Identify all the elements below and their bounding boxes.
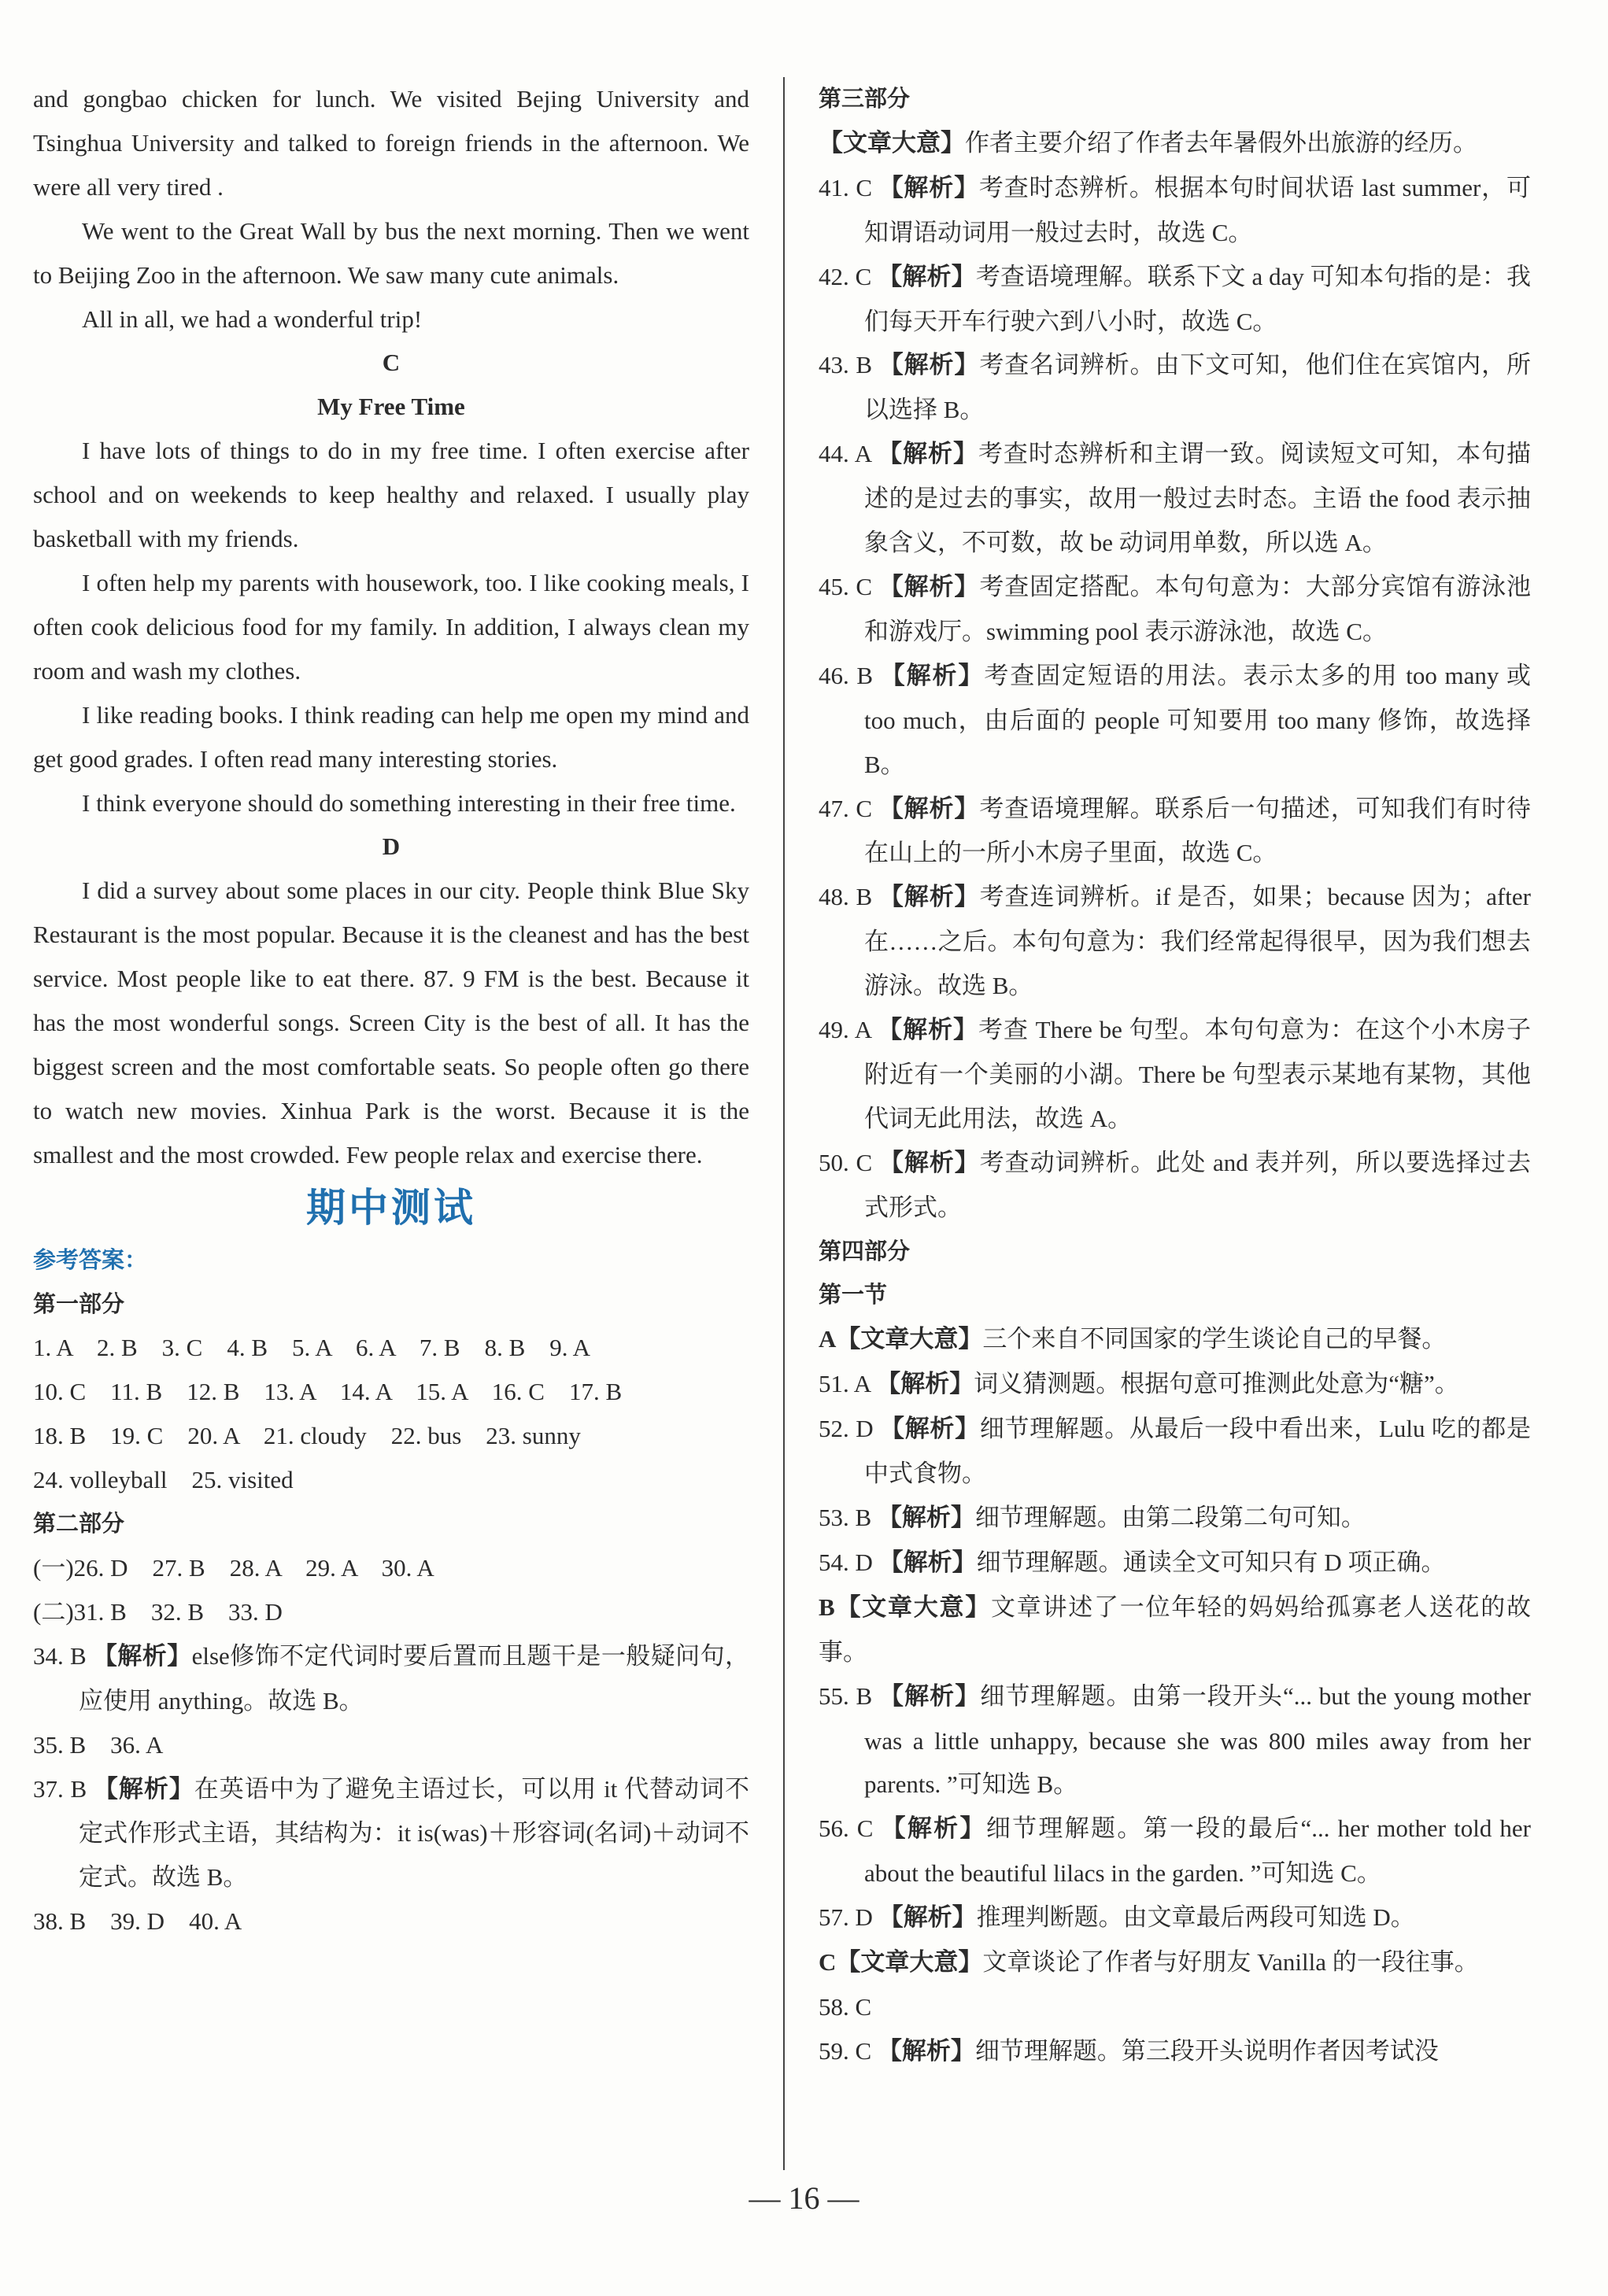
answer-item <box>819 1541 1531 1585</box>
paragraph: I like reading books. I think reading can help me open my mind and get good grades. I often read many interesting stories. <box>33 700 749 773</box>
analysis-text: 词义猜测题。根据句意可推测此处意为“糖”。 <box>974 1370 1459 1398</box>
summary-tag: 【文章大意】 <box>836 1325 983 1354</box>
passage-letter: C <box>382 349 401 377</box>
analysis-tag: 【解析】 <box>878 351 980 380</box>
answer-number: 56. C <box>819 1814 874 1843</box>
analysis-tag: 【解析】 <box>877 1504 975 1532</box>
analysis-tag: 【解析】 <box>879 1681 981 1711</box>
section-heading: 第一部分 <box>33 1290 125 1317</box>
answer-item <box>819 875 1531 1008</box>
summary-tag: 【文章大意】 <box>836 1948 983 1977</box>
passage-letter: A <box>819 1325 837 1353</box>
section-heading: 第三部分 <box>819 85 911 112</box>
analysis-tag: 【解析】 <box>876 1370 974 1399</box>
paragraph: I think everyone should do something interesting in their free time. <box>82 788 736 817</box>
analysis-text: 细节理解题。从最后一段中看出来，Lulu 吃的都是中式食物。 <box>864 1415 1532 1488</box>
answer-item <box>819 1141 1531 1230</box>
analysis-text: 考查时态辨析。根据本句时间状语 last summer，可知谓语动词用一般过去时，故选 C。 <box>864 173 1532 246</box>
summary-text: 三个来自不同国家的学生谈论自己的早餐。 <box>982 1325 1447 1353</box>
left-column <box>33 77 749 2162</box>
answer-item <box>819 1895 1531 1940</box>
analysis-text: 考查名词辨析。由下文可知，他们住在宾馆内，所以选择 B。 <box>864 351 1532 424</box>
section-heading: 第二部分 <box>33 1510 125 1537</box>
answer-item <box>33 1634 749 1723</box>
answer-row: 1. A 2. B 3. C 4. B 5. A 6. A 7. B 8. B 9. A <box>33 1334 590 1362</box>
analysis-text: 细节理解题。第一段的最后“... her mother told her about the beautiful lilacs in the garden. ”可知选 C。 <box>864 1814 1531 1888</box>
answer-item <box>819 343 1531 432</box>
answer-item <box>33 1767 749 1900</box>
answer-number: 57. D <box>819 1903 873 1932</box>
analysis-text: 考查时态辨析和主谓一致。阅读短文可知，本句描述的是过去的事实，故用一般过去时态。主语 the food 表示抽象含义，不可数，故 be 动词用单数，所以选 A。 <box>864 440 1532 557</box>
analysis-text: 考查固定短语的用法。表示太多的用 too many 或 too much，由后面的 people 可知要用 too many 修饰，故选择 B。 <box>864 661 1532 778</box>
answer-number: 52. D <box>819 1415 874 1443</box>
analysis-text: 细节理解题。第三段开头说明作者因考试没 <box>974 2036 1439 2065</box>
summary-text: 作者主要介绍了作者去年暑假外出旅游的经历。 <box>965 128 1477 157</box>
answer-item <box>819 1008 1531 1141</box>
analysis-tag: 【解析】 <box>880 1415 980 1444</box>
answer-item <box>819 1674 1531 1807</box>
answer-row: 18. B 19. C 20. A 21. cloudy 22. bus 23. sunny <box>33 1422 581 1450</box>
section-heading: 第四部分 <box>819 1237 911 1264</box>
analysis-tag: 【解析】 <box>880 661 985 690</box>
analysis-tag: 【解析】 <box>878 173 979 202</box>
analysis-tag: 【解析】 <box>878 883 980 912</box>
analysis-tag: 【解析】 <box>878 1016 978 1045</box>
answer-number: 44. A <box>819 440 871 468</box>
analysis-tag: 【解析】 <box>878 262 976 291</box>
paragraph: All in all, we had a wonderful trip! <box>82 305 423 333</box>
right-column <box>819 77 1531 2162</box>
answer-row: 24. volleyball 25. visited <box>33 1466 294 1494</box>
answer-number: 42. C <box>819 262 872 290</box>
paragraph: I have lots of things to do in my free time. I often exercise after school and on weekends to keep healthy and relaxed. I usually play basketball with my friends. <box>33 437 749 553</box>
analysis-text: 在英语中为了避免主语过长，可以用 it 代替动词不定式作形式主语，其结构为：it is(was)＋形容词(名词)＋动词不定式。故选 B。 <box>79 1774 749 1892</box>
summary-text: 文章讲述了一位年轻的妈妈给孤寡老人送花的故事。 <box>819 1593 1531 1666</box>
reference-answers-label: 参考答案： <box>33 1246 148 1273</box>
passage-letter: D <box>382 832 401 861</box>
analysis-tag: 【解析】 <box>878 572 980 601</box>
analysis-tag: 【解析】 <box>878 440 978 469</box>
answer-number: 45. C <box>819 572 873 600</box>
paragraph: I often help my parents with housework, too. I like cooking meals, I often cook delicious food for my family. In addition, I always clean my room and wash my clothes. <box>33 568 749 685</box>
analysis-text: 考查固定搭配。本句句意为：大部分宾馆有游泳池和游戏厅。swimming pool 表示游泳池，故选 C。 <box>864 572 1532 645</box>
answer-item <box>819 432 1531 565</box>
answer-item <box>819 1407 1531 1496</box>
passage-letter: C <box>819 1948 837 1977</box>
answer-list <box>819 1362 1531 1585</box>
answer-number: 54. D <box>819 1548 873 1576</box>
answer-number: 55. B <box>819 1681 873 1710</box>
answer-item <box>819 1362 1531 1407</box>
answer-number: 37. B <box>33 1774 87 1803</box>
analysis-tag: 【解析】 <box>878 1903 977 1932</box>
exam-title: 期中测试 <box>306 1184 476 1231</box>
answer-row: 58. C <box>819 1992 872 2021</box>
answer-row: 35. B 36. A <box>33 1730 164 1759</box>
analysis-tag: 【解析】 <box>878 1548 977 1577</box>
analysis-text: 考查连词辨析。if 是否，如果；because 因为；after 在……之后。本句句意为：我们经常起得很早，因为我们想去游泳。故选 B。 <box>864 883 1532 1000</box>
answer-row: 38. B 39. D 40. A <box>33 1907 242 1936</box>
answer-number: 59. C <box>819 2036 872 2065</box>
analysis-text: else修饰不定代词时要后置而且题干是一般疑问句，应使用 anything。故选 B。 <box>79 1641 750 1715</box>
analysis-tag: 【解析】 <box>881 1814 986 1844</box>
analysis-text: 考查语境理解。联系后一句描述，可知我们有时待在山上的一所小木房子里面，故选 C。 <box>864 794 1532 867</box>
answer-number: 48. B <box>819 883 873 911</box>
answer-item <box>819 565 1531 654</box>
answer-item <box>819 2029 1531 2074</box>
analysis-tag: 【解析】 <box>877 2036 975 2065</box>
answer-number: 46. B <box>819 661 874 689</box>
subsection-heading: 第一节 <box>819 1281 888 1309</box>
answer-number: 34. B <box>33 1641 87 1670</box>
analysis-text: 细节理解题。由第一段开头“... but the young mother was a little unhappy, because she was 800 miles away from her parents. ”可知选 B。 <box>864 1681 1531 1799</box>
answer-item <box>819 787 1531 876</box>
summary <box>819 1940 1531 1985</box>
summary <box>819 1317 1531 1362</box>
answer-row: 10. C 11. B 12. B 13. A 14. A 15. A 16. C 17. B <box>33 1378 623 1406</box>
answer-number: 47. C <box>819 794 873 822</box>
passage-title: My Free Time <box>317 393 465 421</box>
answer-list <box>819 166 1531 1230</box>
summary <box>819 121 1531 166</box>
analysis-text: 推理判断题。由文章最后两段可知选 D。 <box>976 1903 1415 1932</box>
passage-letter: B <box>819 1593 835 1621</box>
analysis-text: 细节理解题。由第二段第二句可知。 <box>974 1504 1366 1531</box>
summary-text: 文章谈论了作者与好朋友 Vanilla 的一段往事。 <box>982 1948 1479 1977</box>
analysis-tag: 【解析】 <box>92 1641 192 1670</box>
analysis-text: 考查语境理解。联系下文 a day 可知本句指的是：我们每天开车行驶六到八小时，故选 C。 <box>864 262 1532 335</box>
answer-number: 51. A <box>819 1370 871 1398</box>
summary-tag: 【文章大意】 <box>819 128 965 157</box>
paragraph: I did a survey about some places in our city. People think Blue Sky Restaurant is the most popular. Because it is the cleanest and has the best service. Most people like to eat there. 87. 9 FM is the best. Because it has the most wonderful songs. Screen City is the best of all. It has the biggest screen and the most comfortable seats. So people often go there to watch new movies. Xinhua Park is the worst. Because it is the smallest and the most crowded. Few people relax and exercise there. <box>33 877 749 1168</box>
analysis-text: 考查 There be 句型。本句句意为：在这个小木房子附近有一个美丽的小湖。There be 句型表示某地有某物，其他代词无此用法，故选 A。 <box>864 1016 1532 1132</box>
answer-number: 43. B <box>819 351 873 379</box>
answer-item <box>819 1496 1531 1541</box>
answer-row: (一)26. D 27. B 28. A 29. A 30. A <box>33 1554 434 1582</box>
answer-number: 41. C <box>819 173 873 201</box>
analysis-text: 细节理解题。通读全文可知只有 D 项正确。 <box>976 1548 1446 1576</box>
paragraph: We went to the Great Wall by bus the next morning. Then we went to Beijing Zoo in the afternoon. We saw many cute animals. <box>33 216 749 289</box>
column-divider <box>783 77 785 2170</box>
answer-number: 50. C <box>819 1148 873 1176</box>
answer-number: 53. B <box>819 1504 872 1531</box>
answer-row: (二)31. B 32. B 33. D <box>33 1597 283 1626</box>
answer-number: 49. A <box>819 1016 871 1044</box>
summary <box>819 1585 1531 1674</box>
answer-item <box>819 1807 1531 1895</box>
analysis-tag: 【解析】 <box>878 1148 980 1177</box>
answer-item <box>819 654 1531 787</box>
paragraph: and gongbao chicken for lunch. We visited Bejing University and Tsinghua University and talked to foreign friends in the afternoon. We were all very tired . <box>33 85 749 201</box>
analysis-tag: 【解析】 <box>93 1774 194 1803</box>
page-number: — 16 — <box>749 2180 859 2216</box>
analysis-tag: 【解析】 <box>878 794 980 823</box>
answer-item <box>819 255 1531 344</box>
answer-item <box>819 166 1531 255</box>
summary-tag: 【文章大意】 <box>834 1593 991 1622</box>
analysis-text: 考查动词辨析。此处 and 表并列，所以要选择过去式形式。 <box>864 1148 1532 1221</box>
answer-list <box>819 1674 1531 1940</box>
